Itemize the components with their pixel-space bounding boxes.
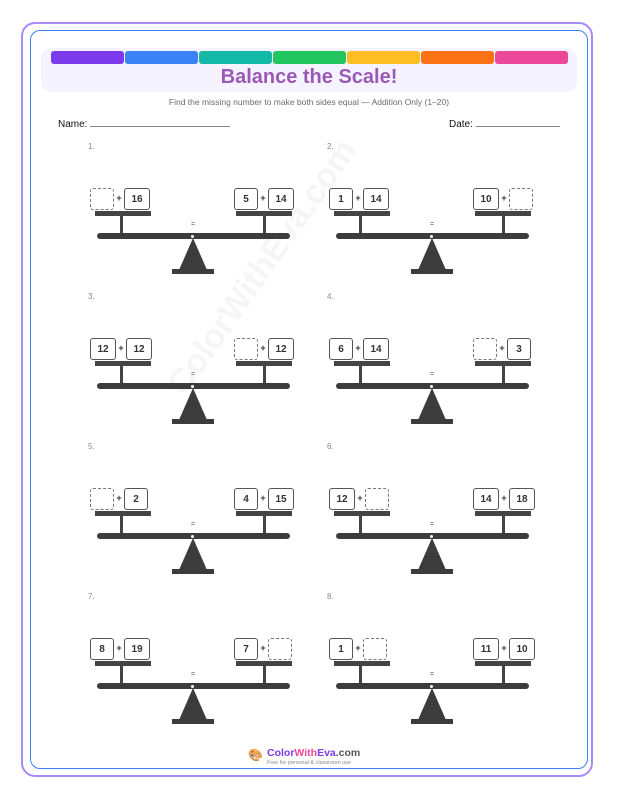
problem-number: 1. bbox=[88, 142, 95, 151]
number-box: 7 bbox=[234, 638, 258, 660]
equals-sign: = bbox=[429, 371, 435, 378]
brand-with: With bbox=[294, 747, 318, 759]
problem-8 bbox=[327, 592, 557, 737]
plus-sign: + bbox=[118, 343, 124, 353]
problem-number: 6. bbox=[327, 442, 334, 451]
number-box: 10 bbox=[473, 188, 499, 210]
left-post bbox=[359, 516, 362, 534]
plus-sign: + bbox=[260, 643, 266, 653]
pivot bbox=[190, 534, 195, 539]
name-line[interactable] bbox=[90, 118, 230, 127]
left-post bbox=[359, 366, 362, 384]
plus-sign: + bbox=[355, 643, 361, 653]
scale-base bbox=[172, 719, 214, 724]
right-post bbox=[502, 216, 505, 234]
left-post bbox=[120, 516, 123, 534]
answer-box[interactable] bbox=[234, 338, 258, 360]
number-box: 14 bbox=[268, 188, 294, 210]
right-post bbox=[263, 666, 266, 684]
pivot bbox=[429, 684, 434, 689]
fulcrum bbox=[179, 238, 207, 270]
answer-box[interactable] bbox=[509, 188, 533, 210]
equals-sign: = bbox=[429, 671, 435, 678]
rainbow-stripe bbox=[51, 51, 568, 64]
left-pan bbox=[334, 361, 390, 366]
number-box: 1 bbox=[329, 188, 353, 210]
number-box: 4 bbox=[234, 488, 258, 510]
left-post bbox=[120, 366, 123, 384]
number-box: 12 bbox=[126, 338, 152, 360]
number-box: 3 bbox=[507, 338, 531, 360]
answer-box[interactable] bbox=[90, 488, 114, 510]
equals-sign: = bbox=[190, 221, 196, 228]
equals-sign: = bbox=[190, 521, 196, 528]
date-line[interactable] bbox=[476, 118, 560, 127]
number-box: 15 bbox=[268, 488, 294, 510]
pivot bbox=[190, 384, 195, 389]
name-label: Name: bbox=[58, 119, 88, 130]
pivot bbox=[429, 234, 434, 239]
problem-number: 2. bbox=[327, 142, 334, 151]
pivot bbox=[429, 534, 434, 539]
brand-name bbox=[267, 747, 360, 759]
equals-sign: = bbox=[429, 221, 435, 228]
left-post bbox=[359, 666, 362, 684]
brand-com: .com bbox=[335, 747, 361, 759]
pivot bbox=[429, 384, 434, 389]
plus-sign: + bbox=[357, 493, 363, 503]
scale-base bbox=[411, 419, 453, 424]
problem-1 bbox=[88, 142, 318, 287]
answer-box[interactable] bbox=[473, 338, 497, 360]
number-box: 14 bbox=[363, 188, 389, 210]
equals-sign: = bbox=[190, 371, 196, 378]
left-pan bbox=[334, 511, 390, 516]
number-box: 6 bbox=[329, 338, 353, 360]
right-post bbox=[502, 666, 505, 684]
scale-base bbox=[411, 719, 453, 724]
left-post bbox=[120, 216, 123, 234]
problem-number: 5. bbox=[88, 442, 95, 451]
left-pan bbox=[334, 211, 390, 216]
problem-5 bbox=[88, 442, 318, 587]
problem-number: 4. bbox=[327, 292, 334, 301]
answer-box[interactable] bbox=[268, 638, 292, 660]
scale-base bbox=[411, 269, 453, 274]
pivot bbox=[190, 234, 195, 239]
plus-sign: + bbox=[499, 343, 505, 353]
left-post bbox=[359, 216, 362, 234]
number-box: 2 bbox=[124, 488, 148, 510]
plus-sign: + bbox=[355, 193, 361, 203]
right-post bbox=[263, 516, 266, 534]
scale-base bbox=[411, 569, 453, 574]
problem-number: 3. bbox=[88, 292, 95, 301]
answer-box[interactable] bbox=[90, 188, 114, 210]
number-box: 19 bbox=[124, 638, 150, 660]
answer-box[interactable] bbox=[363, 638, 387, 660]
right-post bbox=[502, 366, 505, 384]
left-pan bbox=[95, 361, 151, 366]
stripe-segment bbox=[273, 51, 346, 64]
pivot bbox=[190, 684, 195, 689]
plus-sign: + bbox=[501, 193, 507, 203]
instructions: Find the missing number to make both sides equal — Addition Only (1–20) bbox=[168, 97, 450, 107]
fulcrum bbox=[418, 688, 446, 720]
number-box: 10 bbox=[509, 638, 535, 660]
scale-base bbox=[172, 419, 214, 424]
number-box: 14 bbox=[363, 338, 389, 360]
footer-tagline: Free for personal & classroom use bbox=[267, 760, 352, 766]
left-pan bbox=[334, 661, 390, 666]
problem-4 bbox=[327, 292, 557, 437]
plus-sign: + bbox=[501, 643, 507, 653]
brand-eva: Eva bbox=[317, 747, 336, 759]
plus-sign: + bbox=[260, 343, 266, 353]
number-box: 16 bbox=[124, 188, 150, 210]
scale-base bbox=[172, 569, 214, 574]
stripe-segment bbox=[199, 51, 272, 64]
problem-6 bbox=[327, 442, 557, 587]
problem-number: 7. bbox=[88, 592, 95, 601]
answer-box[interactable] bbox=[365, 488, 389, 510]
left-pan bbox=[95, 661, 151, 666]
stripe-segment bbox=[421, 51, 494, 64]
number-box: 8 bbox=[90, 638, 114, 660]
fulcrum bbox=[179, 688, 207, 720]
date-field[interactable] bbox=[449, 118, 560, 130]
number-box: 18 bbox=[509, 488, 535, 510]
stripe-segment bbox=[495, 51, 568, 64]
fulcrum bbox=[179, 538, 207, 570]
fulcrum bbox=[418, 388, 446, 420]
brand-color: Color bbox=[267, 747, 295, 759]
stripe-segment bbox=[51, 51, 124, 64]
right-post bbox=[263, 366, 266, 384]
problem-3 bbox=[88, 292, 318, 437]
plus-sign: + bbox=[116, 493, 122, 503]
right-post bbox=[502, 516, 505, 534]
name-field[interactable] bbox=[58, 118, 230, 130]
fulcrum bbox=[179, 388, 207, 420]
equals-sign: = bbox=[429, 521, 435, 528]
number-box: 12 bbox=[90, 338, 116, 360]
number-box: 1 bbox=[329, 638, 353, 660]
plus-sign: + bbox=[116, 193, 122, 203]
problem-2 bbox=[327, 142, 557, 287]
right-post bbox=[263, 216, 266, 234]
plus-sign: + bbox=[260, 493, 266, 503]
left-pan bbox=[95, 211, 151, 216]
problem-number: 8. bbox=[327, 592, 334, 601]
number-box: 14 bbox=[473, 488, 499, 510]
equals-sign: = bbox=[190, 671, 196, 678]
left-post bbox=[120, 666, 123, 684]
number-box: 5 bbox=[234, 188, 258, 210]
plus-sign: + bbox=[260, 193, 266, 203]
number-box: 12 bbox=[329, 488, 355, 510]
scale-base bbox=[172, 269, 214, 274]
plus-sign: + bbox=[355, 343, 361, 353]
left-pan bbox=[95, 511, 151, 516]
stripe-segment bbox=[125, 51, 198, 64]
fulcrum bbox=[418, 238, 446, 270]
plus-sign: + bbox=[501, 493, 507, 503]
problem-7 bbox=[88, 592, 318, 737]
number-box: 11 bbox=[473, 638, 499, 660]
date-label: Date: bbox=[449, 119, 473, 130]
palette-icon: 🎨 bbox=[248, 748, 263, 762]
number-box: 12 bbox=[268, 338, 294, 360]
stripe-segment bbox=[347, 51, 420, 64]
page-title: Balance the Scale! bbox=[220, 66, 398, 88]
plus-sign: + bbox=[116, 643, 122, 653]
fulcrum bbox=[418, 538, 446, 570]
